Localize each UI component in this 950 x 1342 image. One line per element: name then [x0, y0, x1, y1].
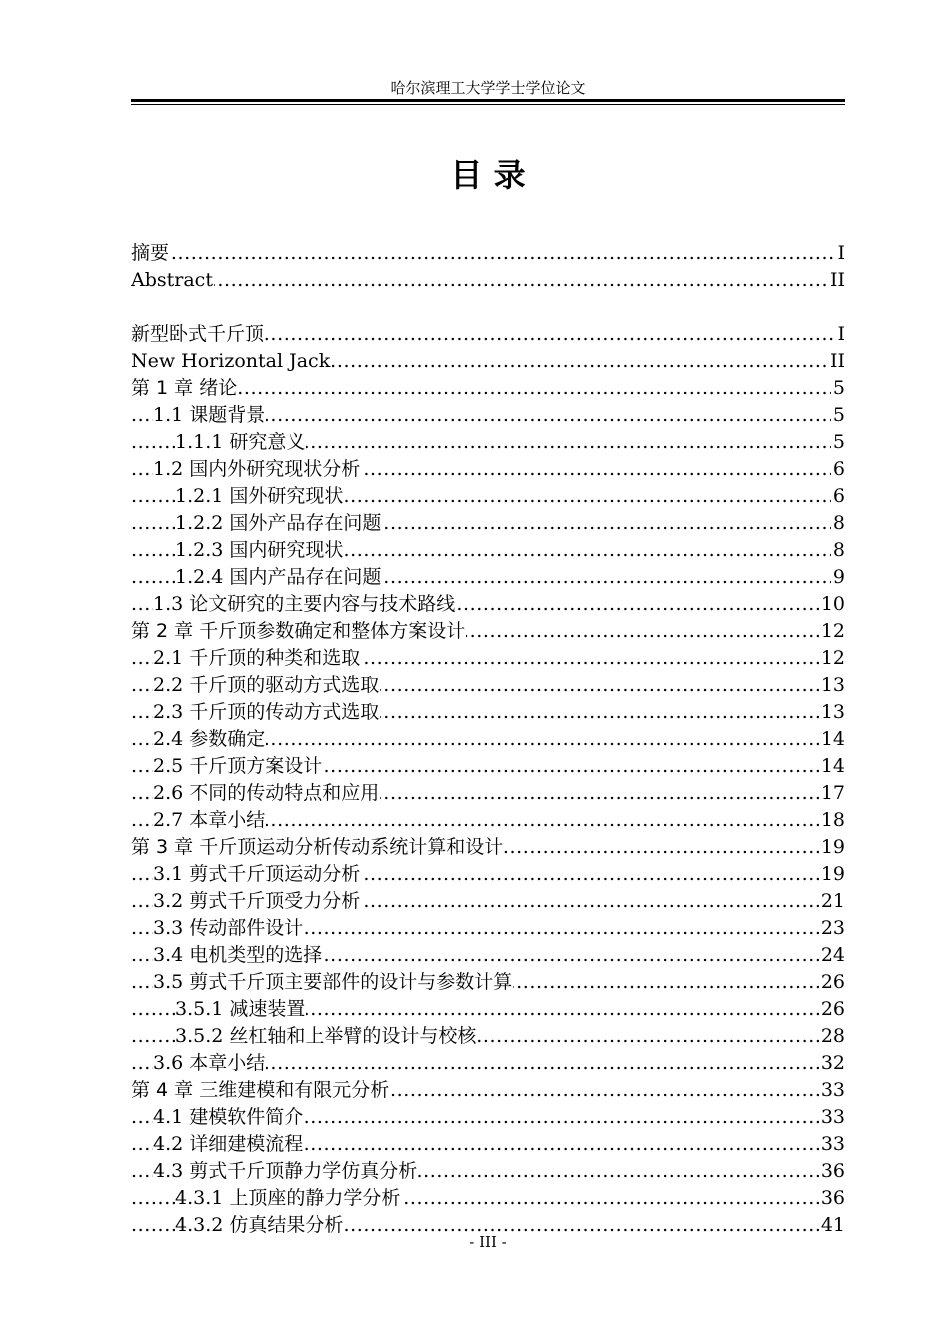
- toc-entry-4-2[interactable]: [131, 1131, 845, 1158]
- header-rule-thick: [131, 99, 845, 102]
- toc-entry-page: 14: [819, 726, 845, 753]
- toc-entry-text: 1.2 国内外研究现状分析: [153, 458, 361, 480]
- toc-entry-page: 9: [831, 564, 845, 591]
- toc-entry-4-3-1[interactable]: [131, 1185, 845, 1212]
- toc-entry-text: 2.7 本章小结: [153, 809, 266, 831]
- toc-entry-text: 3.3 传动部件设计: [153, 917, 304, 939]
- toc-entry-page: 12: [819, 645, 845, 672]
- toc-entry-3-4[interactable]: [131, 942, 845, 969]
- toc-entry-page: 26: [819, 996, 845, 1023]
- toc-entry-3-3[interactable]: [131, 915, 845, 942]
- toc-entry-page: 32: [819, 1050, 845, 1077]
- toc-entry-page: 6: [831, 456, 845, 483]
- toc-entry-1-2-4[interactable]: [131, 564, 845, 591]
- toc-entry-page: 36: [819, 1185, 845, 1212]
- toc-entry-text: Abstract: [131, 269, 213, 291]
- toc-entry-text: 1.2.1 国外研究现状: [175, 485, 344, 507]
- toc-entry-page: 8: [831, 537, 845, 564]
- toc-entry-text: 3.4 电机类型的选择: [153, 944, 323, 966]
- toc-entry-page: 21: [819, 888, 845, 915]
- toc-entry-text: 3.2 剪式千斤顶受力分析: [153, 890, 361, 912]
- toc-entry-text: 2.2 千斤顶的驱动方式选取: [153, 674, 380, 696]
- toc-entry-page: 19: [819, 861, 845, 888]
- toc-entry-text: 第 1 章 绪论: [131, 377, 238, 399]
- toc-entry-page: 19: [819, 834, 845, 861]
- toc-entry-1-1[interactable]: [131, 402, 845, 429]
- toc-entry-2-7[interactable]: [131, 807, 845, 834]
- toc-entry-text: 4.3.2 仿真结果分析: [175, 1214, 344, 1236]
- toc-entry-text: 2.6 不同的传动特点和应用: [153, 782, 380, 804]
- toc-entry-page: 5: [831, 375, 845, 402]
- toc-entry-page: 24: [819, 942, 845, 969]
- toc-entry-page: 8: [831, 510, 845, 537]
- toc-entry-page: 33: [819, 1131, 845, 1158]
- running-header: 哈尔滨理工大学学士学位论文: [390, 79, 586, 97]
- toc-entry-text: 新型卧式千斤顶: [131, 323, 265, 345]
- toc-entry-chapter-2[interactable]: [131, 618, 845, 645]
- toc-entry-text: 2.5 千斤顶方案设计: [153, 755, 323, 777]
- toc-entry-1-2-2[interactable]: [131, 510, 845, 537]
- toc-entry-page: 13: [819, 699, 845, 726]
- toc-entry-page: 14: [819, 753, 845, 780]
- toc-entry-3-5-2[interactable]: [131, 1023, 845, 1050]
- toc-entry-text: 2.4 参数确定: [153, 728, 266, 750]
- toc-entry-text: 3.5 剪式千斤顶主要部件的设计与参数计算: [153, 971, 513, 993]
- toc-entry-page: 13: [819, 672, 845, 699]
- toc-entry-chapter-4[interactable]: [131, 1077, 845, 1104]
- toc-entry-page: 36: [819, 1158, 845, 1185]
- page-number-footer: - III -: [469, 1233, 507, 1251]
- toc-entry-text: 1.1 课题背景: [153, 404, 266, 426]
- table-of-contents: [131, 240, 845, 1239]
- toc-entry-page: 10: [819, 591, 845, 618]
- toc-entry-text: 1.3 论文研究的主要内容与技术路线: [153, 593, 456, 615]
- toc-entry-text: 3.1 剪式千斤顶运动分析: [153, 863, 361, 885]
- toc-entry-3-1[interactable]: [131, 861, 845, 888]
- toc-entry-4-1[interactable]: [131, 1104, 845, 1131]
- toc-entry-text: 1.1.1 研究意义: [175, 431, 306, 453]
- toc-entry-text: 第 4 章 三维建模和有限元分析: [131, 1079, 390, 1101]
- toc-entry-page: 23: [819, 915, 845, 942]
- toc-entry-2-5[interactable]: [131, 753, 845, 780]
- toc-entry-page: 28: [819, 1023, 845, 1050]
- toc-entry-page: 33: [819, 1104, 845, 1131]
- toc-entry-text: 4.3 剪式千斤顶静力学仿真分析: [153, 1160, 418, 1182]
- toc-entry-page: I: [835, 321, 845, 348]
- toc-entry-text: 1.2.4 国内产品存在问题: [175, 566, 382, 588]
- toc-entry-page: 26: [819, 969, 845, 996]
- toc-entry-text: 4.2 详细建模流程: [153, 1133, 304, 1155]
- toc-entry-text: 1.2.2 国外产品存在问题: [175, 512, 382, 534]
- toc-entry-page: 33: [819, 1077, 845, 1104]
- toc-entry-page: 18: [819, 807, 845, 834]
- toc-entry-text: 4.3.1 上顶座的静力学分析: [175, 1187, 401, 1209]
- toc-entry-title-cn[interactable]: [131, 321, 845, 348]
- toc-entry-page: 41: [819, 1212, 845, 1239]
- toc-entry-page: 12: [819, 618, 845, 645]
- toc-entry-page: I: [835, 240, 845, 267]
- page-title: 目 录: [450, 156, 526, 194]
- toc-entry-text: 3.6 本章小结: [153, 1052, 266, 1074]
- toc-entry-text: 2.3 千斤顶的传动方式选取: [153, 701, 380, 723]
- toc-entry-2-3[interactable]: [131, 699, 845, 726]
- toc-entry-4-3[interactable]: [131, 1158, 845, 1185]
- toc-entry-3-6[interactable]: [131, 1050, 845, 1077]
- toc-entry-text: 2.1 千斤顶的种类和选取: [153, 647, 361, 669]
- toc-entry-3-5-1[interactable]: [131, 996, 845, 1023]
- toc-entry-abstract-cn[interactable]: [131, 240, 845, 267]
- toc-entry-3-2[interactable]: [131, 888, 845, 915]
- toc-entry-1-1-1[interactable]: [131, 429, 845, 456]
- toc-entry-1-3[interactable]: [131, 591, 845, 618]
- toc-entry-page: II: [828, 267, 845, 294]
- toc-entry-text: 3.5.2 丝杠轴和上举臂的设计与校核: [175, 1025, 477, 1047]
- toc-entry-text: 摘要: [131, 242, 170, 264]
- toc-entry-2-6[interactable]: [131, 780, 845, 807]
- toc-entry-chapter-3[interactable]: [131, 834, 845, 861]
- toc-entry-2-2[interactable]: [131, 672, 845, 699]
- toc-entry-page: II: [828, 348, 845, 375]
- toc-entry-2-4[interactable]: [131, 726, 845, 753]
- toc-entry-page: 6: [831, 483, 845, 510]
- toc-entry-text: 3.5.1 减速装置: [175, 998, 306, 1020]
- toc-entry-2-1[interactable]: [131, 645, 845, 672]
- toc-entry-text: 第 3 章 千斤顶运动分析传动系统计算和设计: [131, 836, 504, 858]
- toc-entry-1-2-3[interactable]: [131, 537, 845, 564]
- toc-entry-1-2-1[interactable]: [131, 483, 845, 510]
- toc-entry-text: New Horizontal Jack: [131, 350, 331, 372]
- toc-entry-text: 4.1 建模软件简介: [153, 1106, 304, 1128]
- toc-entry-abstract-en[interactable]: [131, 267, 845, 294]
- toc-entry-text: 1.2.3 国内研究现状: [175, 539, 344, 561]
- toc-entry-chapter-1[interactable]: [131, 375, 845, 402]
- toc-entry-page: 5: [831, 429, 845, 456]
- toc-entry-1-2[interactable]: [131, 456, 845, 483]
- toc-entry-title-en[interactable]: [131, 348, 845, 375]
- header-rule-thin: [131, 104, 845, 105]
- toc-entry-page: 17: [819, 780, 845, 807]
- toc-entry-3-5[interactable]: [131, 969, 845, 996]
- toc-entry-page: 5: [831, 402, 845, 429]
- toc-entry-text: 第 2 章 千斤顶参数确定和整体方案设计: [131, 620, 466, 642]
